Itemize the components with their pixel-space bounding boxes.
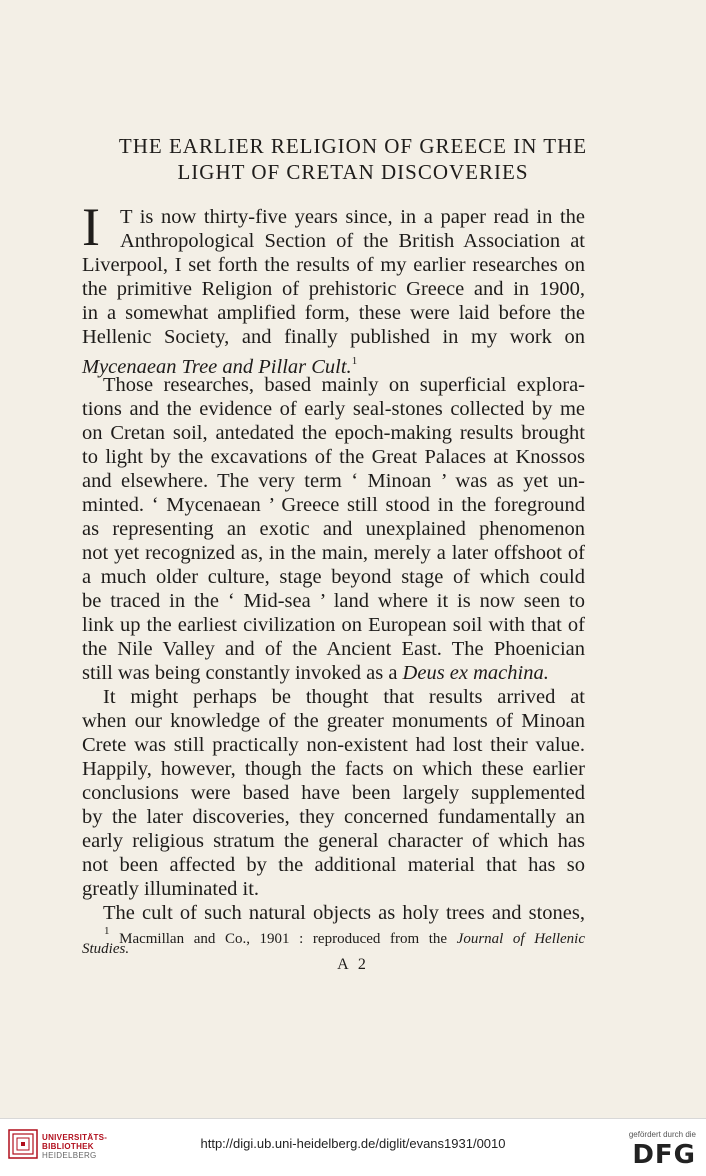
text-line: the primitive Religion of prehistoric Greece and in 1900, bbox=[82, 278, 585, 300]
italic-phrase: Deus ex machina. bbox=[402, 662, 549, 684]
text-line: Happily, however, though the facts on which these earlier bbox=[82, 758, 585, 780]
footnote-marker: 1 bbox=[104, 925, 110, 937]
text-line: when our knowledge of the greater monuments of Minoan bbox=[82, 710, 585, 732]
page-title-line-2: LIGHT OF CRETAN DISCOVERIES bbox=[177, 160, 529, 184]
text-line: a much older culture, stage beyond stage of which could bbox=[82, 566, 585, 588]
funder-caption: gefördert durch die bbox=[628, 1130, 696, 1139]
text-line: by the later discoveries, they concerned fundamentally an bbox=[82, 806, 585, 828]
text-line: conclusions were based have been largely supplemented bbox=[82, 782, 585, 804]
text-line: Liverpool, I set forth the results of my earlier researches on bbox=[82, 254, 585, 276]
text-line: T is now thirty-five years since, in a paper read in the bbox=[120, 206, 585, 228]
text-line: in a somewhat amplified form, these were laid before the bbox=[82, 302, 585, 324]
funder-logo: DFG bbox=[632, 1140, 696, 1170]
permalink-url[interactable]: http://digi.ub.uni-heidelberg.de/diglit/evans1931/0010 bbox=[200, 1136, 506, 1151]
footnote-reference: 1 bbox=[351, 355, 358, 367]
text-line: as representing an exotic and unexplained phenomenon bbox=[82, 518, 585, 540]
text-line: link up the earliest civilization on European soil with that of bbox=[82, 614, 585, 636]
text-line: the Nile Valley and of the Ancient East. The Phoenician bbox=[82, 638, 585, 660]
footnote-journal-cont: Studies. bbox=[82, 941, 130, 957]
text-line: Hellenic Society, and finally published in my work on bbox=[82, 326, 585, 348]
text-line: minted. ‘ Mycenaean ’ Greece still stood in the foreground bbox=[82, 494, 585, 516]
text-span: still was being constantly invoked as a bbox=[82, 662, 403, 684]
text-line: not been affected by the additional material that has so bbox=[82, 854, 585, 876]
library-name-line-2: BIBLIOTHEK bbox=[42, 1142, 94, 1151]
footnote-text: Macmillan and Co., 1901 : reproduced from the bbox=[119, 931, 457, 947]
text-line: to light by the excavations of the Great Palaces at Knossos bbox=[82, 446, 585, 468]
page-signature: A 2 bbox=[337, 956, 369, 973]
library-name-line-3: HEIDELBERG bbox=[42, 1151, 97, 1160]
book-title: Mycenaean Tree and Pillar Cult. bbox=[82, 356, 352, 378]
text-line: The cult of such natural objects as holy trees and stones, bbox=[103, 902, 585, 924]
library-name-line-1: UNIVERSITÄTS- bbox=[42, 1133, 108, 1142]
text-line: Those researches, based mainly on superficial explora- bbox=[103, 374, 585, 396]
footnote-journal: Journal of Hellenic bbox=[456, 931, 586, 947]
text-line: It might perhaps be thought that results arrived at bbox=[103, 686, 585, 708]
text-line bbox=[82, 661, 585, 685]
text-line: and elsewhere. The very term ‘ Minoan ’ was as yet un- bbox=[82, 470, 585, 492]
text-line: not yet recognized as, in the main, merely a later offshoot of bbox=[82, 542, 585, 564]
page-title-line-1: THE EARLIER RELIGION OF GREECE IN THE bbox=[118, 134, 588, 158]
text-line: Anthropological Section of the British Association at bbox=[120, 230, 585, 252]
text-line: tions and the evidence of early seal-stones collected by me bbox=[82, 398, 585, 420]
text-line: on Cretan soil, antedated the epoch-making results brought bbox=[82, 422, 585, 444]
text-line: early religious stratum the general character of which has bbox=[82, 830, 585, 852]
text-line: Crete was still practically non-existent had lost their value. bbox=[82, 734, 585, 756]
drop-cap: I bbox=[82, 197, 100, 257]
text-line: be traced in the ‘ Mid-sea ’ land where it is now seen to bbox=[82, 590, 585, 612]
text-line: greatly illuminated it. bbox=[82, 878, 260, 900]
